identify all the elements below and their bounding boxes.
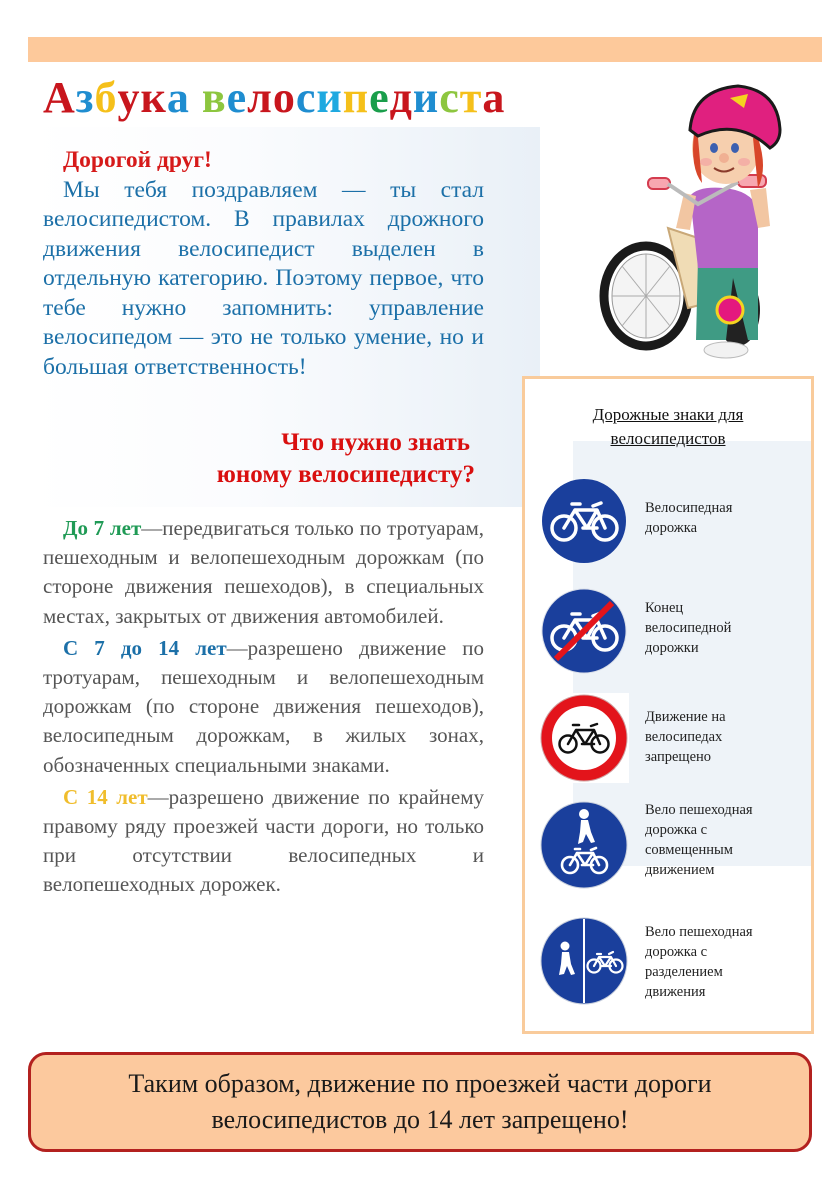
segregated-path-sign-icon [539,916,629,1006]
sign-item [539,800,809,890]
sign-label-line: Вело пешеходная [645,802,753,818]
title-letter: у [117,73,141,122]
title-letter: т [459,73,483,122]
shared-path-sign-icon [539,800,629,890]
rule-7-to-14 [43,634,484,780]
page-title [43,72,505,124]
title-letter: с [439,73,460,122]
section-heading [100,427,475,491]
end-of-bicycle-path-sign-icon [539,586,629,676]
title-letter: а [166,73,190,122]
age-rules-list [43,514,484,903]
rule-text: —передвигаться только по тротуарам, пешеходным и велопешеходным дорожкам (по стороне движения пешеходов), в специальных местах, закрытых от движения автомобилей. [43,516,484,628]
sign-label-line: Велосипедная [645,500,733,516]
sign-label [645,498,732,538]
sign-label-line: запрещено [645,749,712,765]
road-signs-title-line-1: Дорожные знаки для [592,405,744,424]
sign-label-line: Конец [645,600,684,616]
title-letter: А [43,73,76,122]
section-heading-line-1: Что нужно знать [281,429,470,456]
rule-age: С 14 лет [63,784,148,809]
sign-label-line: дорожка [645,520,698,536]
road-signs-panel [522,376,814,1034]
title-letter: к [140,73,167,122]
sign-label [645,800,753,880]
sign-label-line: движением [645,862,715,878]
conclusion-callout [28,1052,812,1152]
bicycle-path-sign-icon [539,476,629,566]
title-letter: а [482,73,506,122]
section-heading-line-2: юному велосипедисту? [216,461,475,488]
title-letter: д [389,73,413,122]
title-letter: и [316,73,343,122]
title-letter: з [75,73,95,122]
no-bicycles-sign-icon [539,693,629,783]
greeting: Дорогой друг! [63,147,212,173]
child-cyclist-illustration [598,78,798,363]
rule-age: До 7 лет [63,516,142,540]
sign-item [539,476,809,566]
rule-text: —разрешено движение по крайнему правому ряду проезжей части дороги, но только при отсутствии велосипедных и велопешеходных дорожек. [43,784,484,897]
title-letter: л [247,73,273,122]
sign-label [645,707,726,767]
sign-label-line: дорожки [645,640,699,656]
title-letter: в [201,73,227,122]
title-letter [190,72,202,124]
top-banner [28,37,822,62]
sign-item [539,693,809,783]
title-letter: е [369,73,390,122]
sign-label-line: дорожка с [645,822,708,838]
title-letter: с [295,73,317,122]
sign-label-line: совмещенным [645,842,733,858]
title-letter: п [342,73,370,122]
rule-text: —разрешено движение по тротуарам, пешеходным и велопешеходным дорожкам (по стороне движения пешеходов), велосипедным дорожкам, в жилых зонах, обозначенных специальными знаками. [43,635,484,777]
rule-from-14 [43,783,484,900]
sign-item [539,916,809,1006]
conclusion-line-1: Таким образом, движение по проезжей части дороги [128,1069,712,1098]
title-letter: е [226,73,248,122]
sign-label-line: Движение на [645,709,726,725]
sign-label-line: Вело пешеходная [645,924,753,940]
sign-label-line: дорожка с [645,944,708,960]
title-letter: и [412,73,440,122]
road-signs-title-line-2: велосипедистов [610,429,726,448]
road-signs-title [525,403,811,451]
sign-label [645,922,753,1002]
rule-age: С 7 до 14 лет [63,635,227,660]
sign-label-line: велосипедах [645,729,723,745]
intro-section [43,146,484,382]
sign-label-line: велосипедной [645,620,732,636]
conclusion-line-2: велосипедистов до 14 лет запрещено! [211,1105,629,1134]
sign-label-line: движения [645,984,706,1000]
sign-item [539,586,809,676]
rule-under-7 [43,514,484,631]
title-letter: о [272,73,296,122]
intro-text: Мы тебя поздравляем — ты стал велосипедистом. В правилах дрожного движения велосипедист выделен в отдельную категорию. Поэтому первое, что тебе нужно запомнить: управление велосипедом — это не только умение, но и большая ответственность! [43,176,484,380]
sign-label [645,598,731,658]
sign-label-line: разделением [645,964,723,980]
title-letter: б [94,73,118,122]
